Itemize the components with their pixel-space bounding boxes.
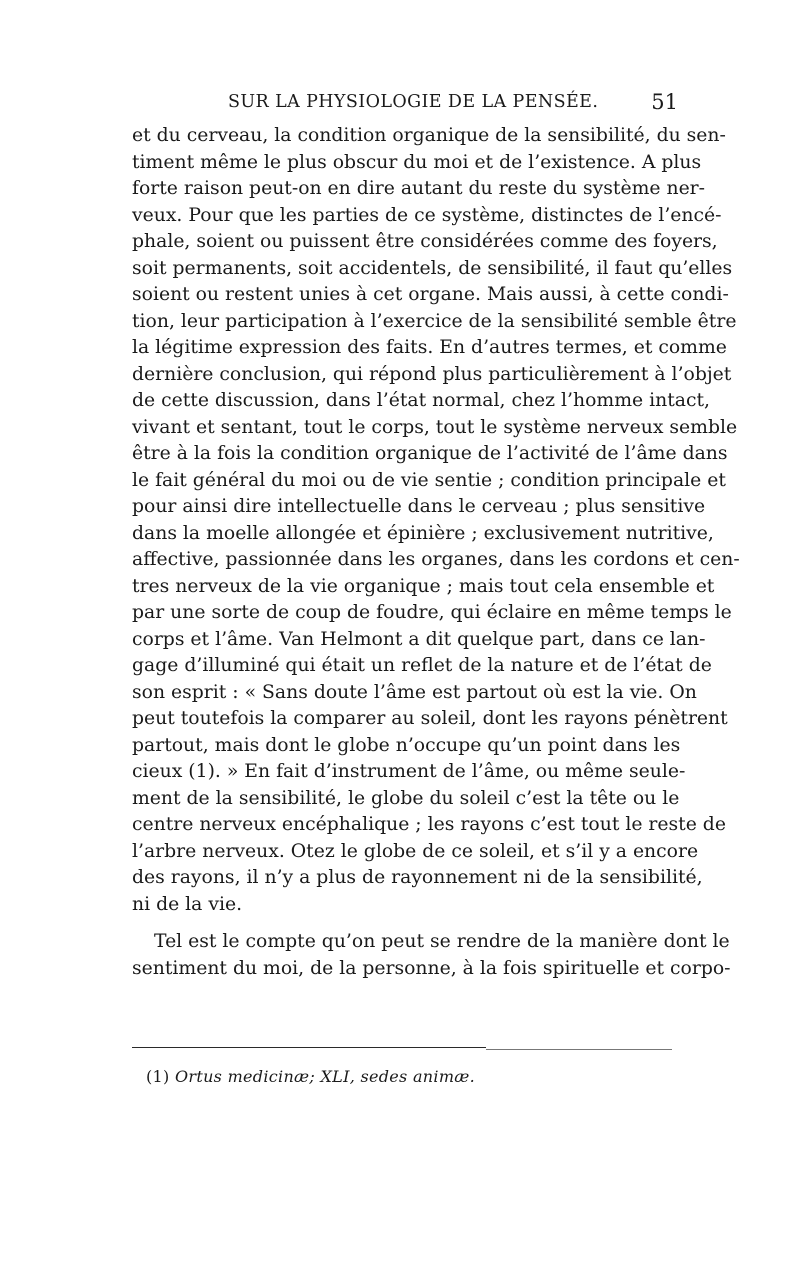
text-line: dernière conclusion, qui répond plus particulièrement à l’objet [132, 363, 732, 385]
footnote [146, 1067, 475, 1086]
text-line: de cette discussion, dans l’état normal, chez l’homme intact, [132, 390, 711, 411]
text-line: par une sorte de coup de foudre, qui éclaire en même temps le [132, 602, 732, 623]
text-line: partout, mais dont le globe n’occupe qu’un point dans les [132, 734, 681, 756]
body-text [132, 123, 740, 982]
text-line: pour ainsi dire intellectuelle dans le cerveau ; plus sensitive [132, 496, 706, 517]
text-line: cieux (1). » En fait d’instrument de l’âme, ou même seule- [132, 761, 686, 782]
text-line: la légitime expression des faits. En d’autres termes, et comme [132, 337, 727, 358]
running-head [228, 92, 678, 116]
text-line: affective, passionnée dans les organes, dans les cordons et cen- [132, 549, 740, 570]
text-line: gage d’illuminé qui était un reflet de la nature et de l’état de [132, 655, 712, 676]
running-title: SUR LA PHYSIOLOGIE DE LA PENSÉE. [228, 92, 599, 112]
text-line: vivant et sentant, tout le corps, tout le système nerveux semble [132, 416, 738, 438]
text-line: des rayons, il n’y a plus de rayonnement ni de la sensibilité, [132, 867, 703, 888]
text-line: veux. Pour que les parties de ce système, distinctes de l’encé- [132, 204, 722, 226]
footnote-rule-faint [486, 1049, 672, 1050]
text-line: Tel est le compte qu’on peut se rendre de la manière dont le [154, 931, 730, 952]
text-line: dans la moelle allongée et épinière ; exclusivement nutritive, [132, 522, 714, 544]
text-line: timent même le plus obscur du moi et de l’existence. A plus [132, 151, 702, 173]
text-line: peut toutefois la comparer au soleil, dont les rayons pénètrent [132, 708, 728, 729]
text-line: le fait général du moi ou de vie sentie ; condition principale et [132, 469, 726, 491]
footnote-marker: (1) [146, 1067, 170, 1086]
text-line: sentiment du moi, de la personne, à la fois spirituelle et corpo- [132, 957, 731, 979]
text-line: centre nerveux encéphalique ; les rayons c’est tout le reste de [132, 814, 726, 835]
footnote-rule [132, 1047, 486, 1048]
text-line: phale, soient ou puissent être considérées comme des foyers, [132, 231, 718, 252]
page-number: 51 [651, 90, 678, 114]
text-line: forte raison peut-on en dire autant du reste du système ner- [132, 178, 706, 199]
text-line: être à la fois la condition organique de l’activité de l’âme dans [132, 443, 728, 464]
text-line: l’arbre nerveux. Otez le globe de ce soleil, et s’il y a encore [132, 840, 699, 862]
text-line: soient ou restent unies à cet organe. Mais aussi, à cette condi- [132, 284, 729, 305]
text-line: son esprit : « Sans doute l’âme est partout où est la vie. On [132, 681, 697, 703]
text-line: ni de la vie. [132, 893, 243, 915]
text-line: tres nerveux de la vie organique ; mais tout cela ensemble et [132, 575, 715, 597]
text-line: et du cerveau, la condition organique de la sensibilité, du sen- [132, 125, 726, 146]
footnote-text: Ortus medicinæ; XLI, sedes animæ. [174, 1067, 476, 1086]
text-line: corps et l’âme. Van Helmont a dit quelque part, dans ce lan- [132, 628, 706, 650]
text-line: ment de la sensibilité, le globe du soleil c’est la tête ou le [132, 787, 680, 809]
text-line: tion, leur participation à l’exercice de la sensibilité semble être [132, 310, 737, 332]
text-line: soit permanents, soit accidentels, de sensibilité, il faut qu’elles [132, 257, 733, 279]
